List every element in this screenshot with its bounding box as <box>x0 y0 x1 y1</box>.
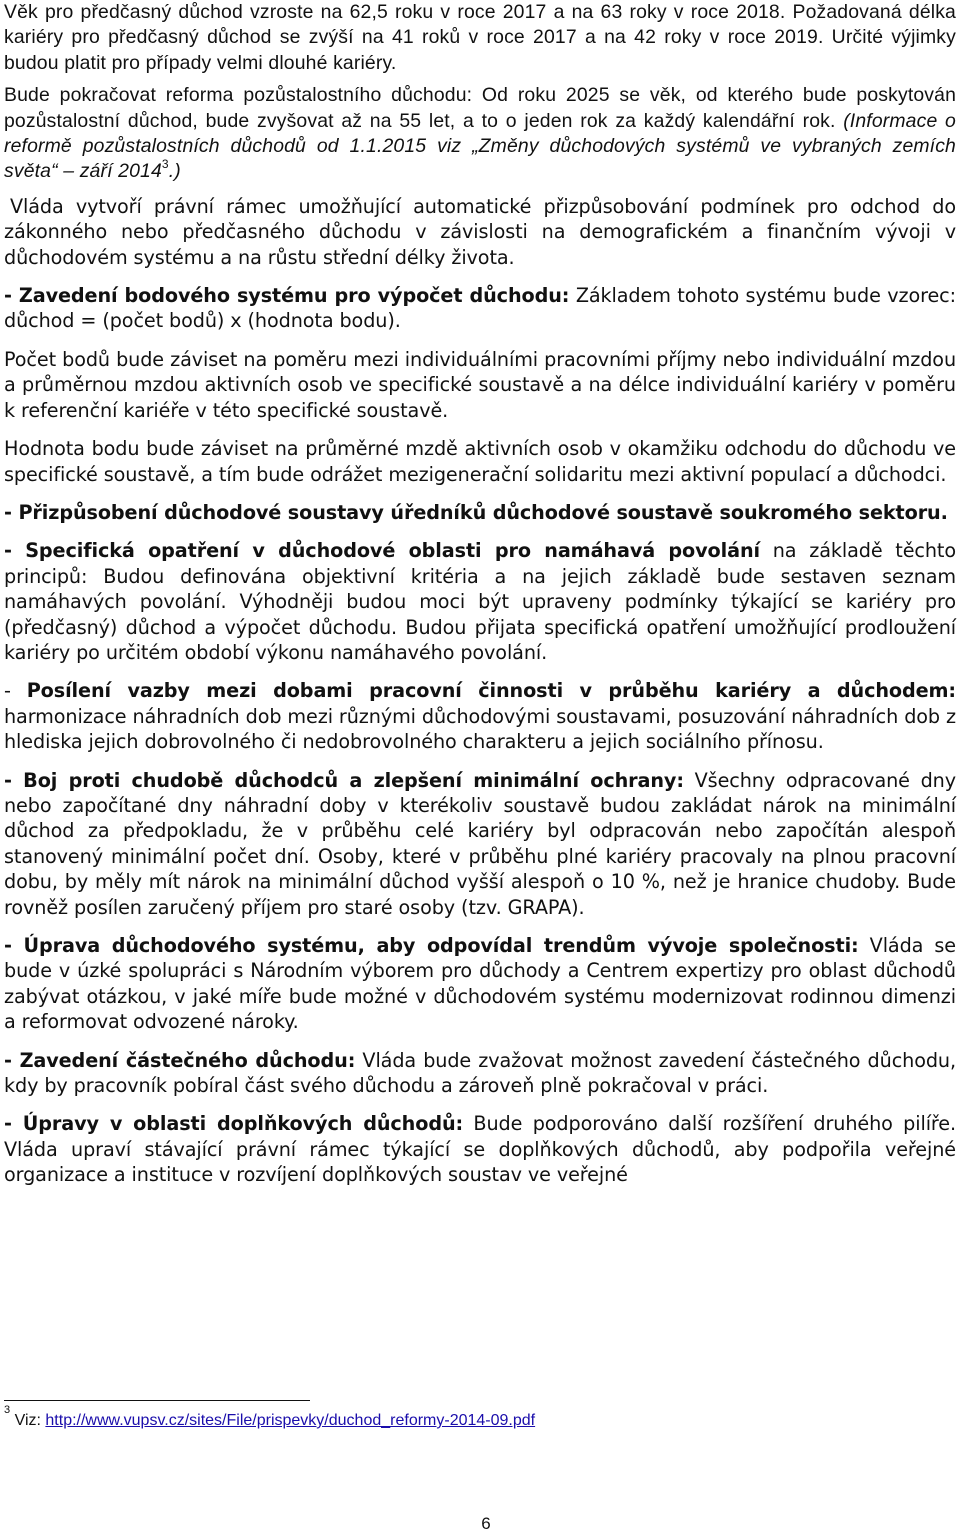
hard-professions-heading: - Specifická opatření v důchodové oblasti pro namáhavá povolání <box>4 539 760 563</box>
paragraph-early-retirement-text: Věk pro předčasný důchod vzroste na 62,5 roku v roce 2017 a na 63 roky v roce 2018. Požadovaná délka kariéry pro předčasný důchod se zvýší na 41 roků v roce 2017 a na 42 roky v roce 2019. Určité výjimky budou platit pro případy velmi dlouhé kariéry. <box>4 1 956 74</box>
document-page <box>4 0 956 1188</box>
points-system-text: Základem tohoto systému bude vzorec: důchod = (počet bodů) x (hodnota bodu). <box>4 284 956 333</box>
paragraph-partial-pension <box>4 1048 956 1099</box>
paragraph-supplementary <box>4 1111 956 1187</box>
points-system-heading: - Zavedení bodového systému pro výpočet důchodu: <box>4 284 570 308</box>
society-trends-heading: - Úprava důchodového systému, aby odpovídal trendům vývoje společnosti: <box>4 934 859 957</box>
points-count-text: Počet bodů bude záviset na poměru mezi individuálními pracovními příjmy nebo individuální mzdou a průměrnou mzdou aktivních osob ve specifické soustavě a na délce individuální kariéry v poměru k referenční kariéře v této specifické soustavě. <box>4 347 956 422</box>
footnote-marker: 3 <box>161 156 169 171</box>
poverty-heading: - Boj proti chudobě důchodců a zlepšení minimální ochrany: <box>4 768 684 792</box>
footnote <box>4 1403 536 1432</box>
supplementary-heading: - Úpravy v oblasti doplňkových důchodů: <box>4 1112 464 1136</box>
paragraph-career-links <box>4 678 956 754</box>
society-trends-text: Vláda se bude v úzké spolupráci s Národním výborem pro důchody a Centrem expertizy pro oblast důchodů zabývat otázkou, v jaké míře bude možné v důchodovém systému modernizovat rodinnou dimenzi a reformovat odvozené nároky. <box>4 934 956 1034</box>
poverty-text: Všechny odpracované dny nebo započítané dny náhradní doby v kterékoliv soustavě budou zakládat nárok na minimální důchod za předpokladu, že v průběhu celé kariéry byl odpracován nebo započítán alespoň stanovený minimální počet dní. Osoby, které v průběhu plné kariéry pracovaly na plnou pracovní dobu, by měly mít nárok na minimální důchod vyšší alespoň o 10 %, než je hranice chudoby. Bude rovněž posílen zaručený příjem pro staré osoby (tzv. GRAPA). <box>4 768 957 919</box>
page-number: 6 <box>481 1514 491 1533</box>
paragraph-poverty <box>4 768 956 920</box>
legal-framework-text: Vláda vytvoří právní rámec umožňující automatické přizpůsobování podmínek pro odchod do zákonného nebo předčasného důchodu v závislosti na demografickém a finančním vývoji v důchodovém systému a na růstu střední délky života. <box>4 194 956 269</box>
survivor-pension-reference: (Informace o reformě pozůstalostních důchodů od 1.1.2015 viz „Změny důchodových systémů ve vybraných zemích světa“ – září 2014 <box>4 109 956 183</box>
paragraph-points-count <box>4 347 956 423</box>
paragraph-civil-servants <box>4 500 956 525</box>
paragraph-point-value <box>4 436 956 487</box>
paragraph-survivor-pension <box>4 83 956 185</box>
point-value-text: Hodnota bodu bude záviset na průměrné mzdě aktivních osob v okamžiku odchodu do důchodu ve specifické soustavě, a tím bude odrážet mezigenerační solidaritu mezi aktivní populací a důchodci. <box>4 437 956 486</box>
survivor-pension-end: .) <box>168 160 181 183</box>
paragraph-society-trends <box>4 933 956 1035</box>
hard-professions-text: na základě těchto principů: Budou definována objektivní kritéria a na jejich základě bude sestaven seznam namáhavých povolání. Výhodněji budou moci být upraveny podmínky týkající se kariéry pro (předčasný) důchod a výpočet důchodu. Budou přijata specifická opatření umožňující prodloužení kariéry po určitém období výkonu namáhavého povolání. <box>4 539 956 664</box>
career-links-text: harmonizace náhradních dob mezi různými důchodovými soustavami, posuzování náhradních dob z hlediska jejich dobrovolného či nedobrovolného charakteru a jejich sociálního přínosu. <box>4 704 956 754</box>
partial-pension-heading: - Zavedení částečného důchodu: <box>4 1048 356 1072</box>
footnote-divider <box>4 1400 310 1401</box>
footnote-number: 3 <box>4 1403 11 1416</box>
civil-servants-heading: - Přizpůsobení důchodové soustavy úředníků důchodové soustavě soukromého sektoru. <box>4 500 948 524</box>
footnote-label: Viz: <box>10 1412 46 1429</box>
paragraph-early-retirement <box>4 0 956 76</box>
survivor-pension-text: Bude pokračovat reforma pozůstalostního důchodu: Od roku 2025 se věk, od kterého bude poskytován pozůstalostní důchod, bude zvyšovat až na 55 let, a to o jeden rok za každý kalendářní rok. <box>4 84 956 132</box>
career-links-heading: Posílení vazby mezi dobami pracovní činnosti v průběhu kariéry a důchodem: <box>26 679 957 703</box>
paragraph-hard-professions <box>4 538 956 665</box>
career-links-dash: - <box>4 679 27 703</box>
partial-pension-text: Vláda bude zvažovat možnost zavedení částečného důchodu, kdy by pracovník pobíral část svého důchodu a zároveň plně pokračoval v práci. <box>4 1048 956 1098</box>
supplementary-text: Bude podporováno další rozšíření druhého pilíře. Vláda upraví stávající právní rámec týkající se doplňkových důchodů, aby podpořila veřejné organizace a instituce v rozvíjení doplňkových soustav ve veřejné <box>4 1112 956 1187</box>
paragraph-points-system <box>4 283 956 334</box>
footnote-link[interactable]: http://www.vupsv.cz/sites/File/prispevky/duchod_reformy-2014-09.pdf <box>45 1412 536 1429</box>
paragraph-legal-framework <box>4 194 956 270</box>
